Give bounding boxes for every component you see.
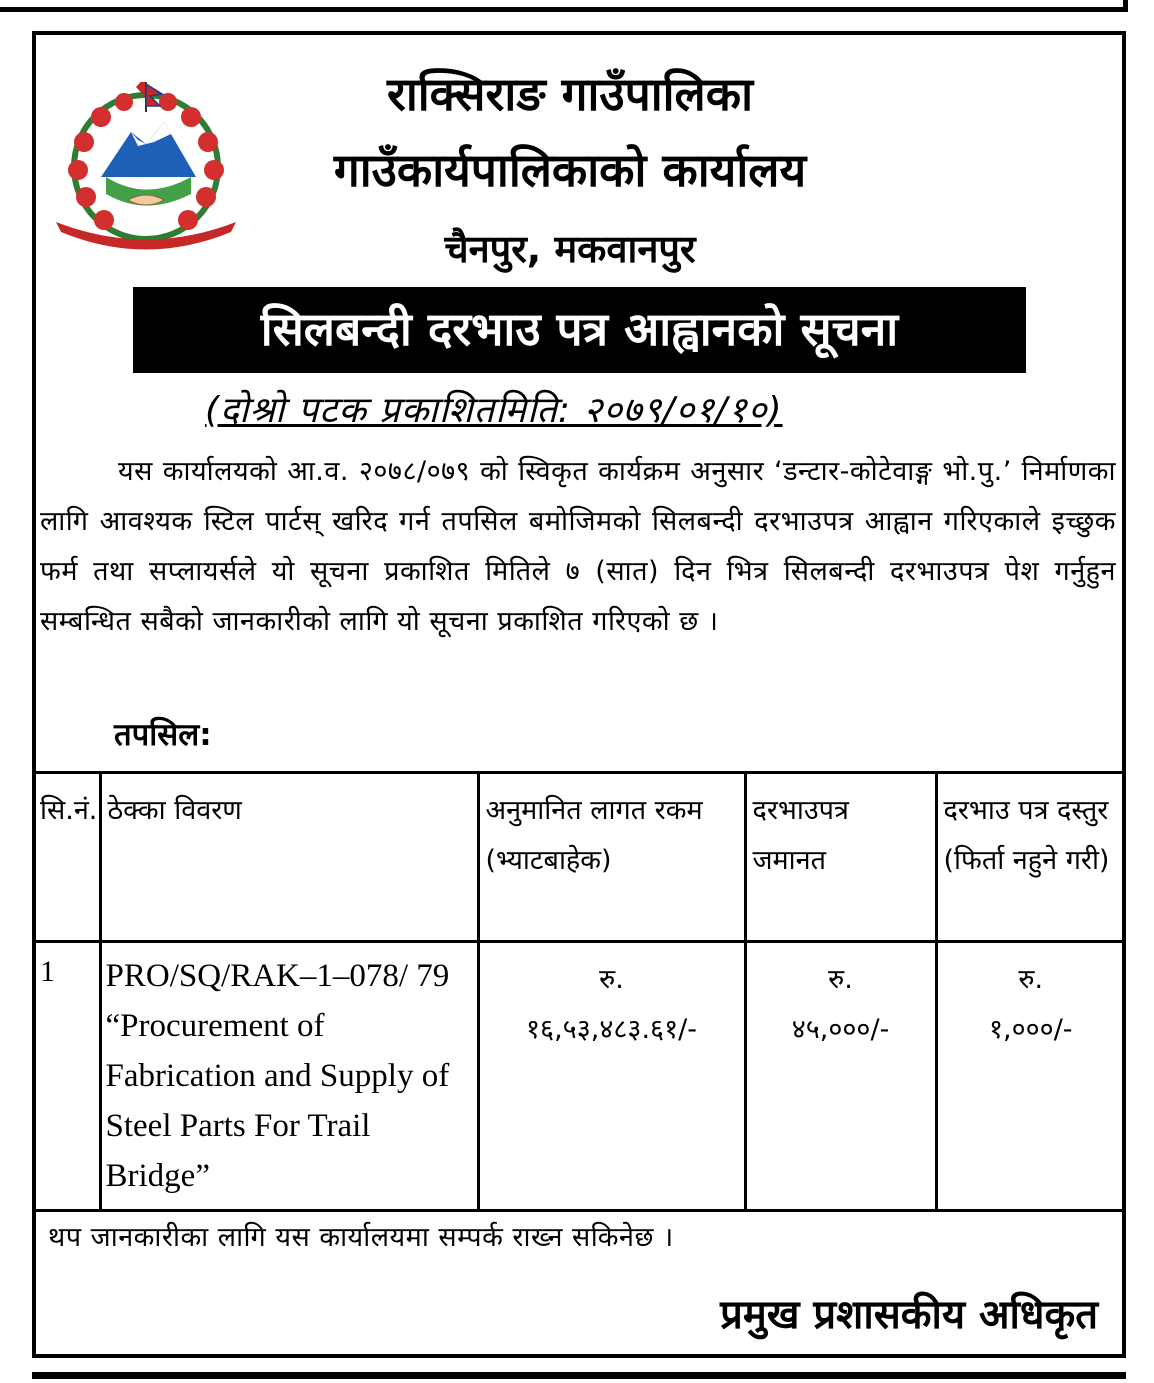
publication-date: (दोश्रो पटक प्रकाशितमिति: २०७९/०१/१०) xyxy=(205,390,783,431)
col-header-fee: दरभाउ पत्र दस्तुर (फिर्ता नहुने गरी) xyxy=(936,773,1124,942)
notice-body: यस कार्यालयको आ.व. २०७८/०७९ को स्विकृत कार्यक्रम अनुसार ‘डन्टार-कोटेवाङ्ग भो.पु.’ निर्माणका लागि आवश्यक स्टिल पार्टस् खरिद गर्न तपसिल बमोजिमको सिलबन्दी दरभाउपत्र आह्वान गरिएकाले इच्छुक फर्म तथा सप्लायर्सले यो सूचना प्रकाशित मितिले ७ (सात) दिन भित्र सिलबन्दी दरभाउपत्र पेश गर्नुहुन सम्बन्धित सबैको जानकारीको लागि यो सूचना प्रकाशित गरिएको छ । xyxy=(40,456,1116,637)
contact-note: थप जानकारीका लागि यस कार्यालयमा सम्पर्क राख्न सकिनेछ । xyxy=(48,1222,674,1253)
currency-label: रु. xyxy=(1018,964,1044,995)
table-row xyxy=(34,942,1124,1211)
org-name: राक्सिराङ गाउँपालिका xyxy=(387,67,753,121)
row-description: PRO/SQ/RAK–1–078/ 79 “Procurement of Fabrication and Supply of Steel Parts For Trail Bridge” xyxy=(100,942,478,1211)
table-header-row xyxy=(34,773,1124,942)
details-heading: तपसिल: xyxy=(114,717,212,753)
row-fee-cell xyxy=(936,942,1124,1211)
currency-label: रु. xyxy=(828,964,853,995)
notice-title-banner: सिलबन्दी दरभाउ पत्र आह्वानको सूचना xyxy=(133,287,1026,373)
bottom-rule xyxy=(32,1372,1126,1379)
tender-table xyxy=(34,771,1124,1212)
signatory: प्रमुख प्रशासकीय अधिकृत xyxy=(720,1292,1098,1338)
row-security-cell xyxy=(745,942,936,1211)
row-estimate: १६,५३,४८३.६१/- xyxy=(526,1014,697,1045)
row-sn: 1 xyxy=(34,942,100,1211)
currency-label: रु. xyxy=(599,964,624,995)
row-fee: १,०००/- xyxy=(988,1014,1073,1045)
top-rule xyxy=(0,0,1128,12)
col-header-security: दरभाउपत्र जमानत xyxy=(745,773,936,942)
col-header-sn: सि.नं. xyxy=(34,773,100,942)
row-security: ४५,०००/- xyxy=(791,1014,890,1045)
col-header-estimate: अनुमानित लागत रकम (भ्याटबाहेक) xyxy=(478,773,745,942)
row-estimate-cell xyxy=(478,942,745,1211)
office-name: गाउँकार्यपालिकाको कार्यालय xyxy=(333,143,807,197)
nepal-emblem-icon xyxy=(46,82,246,262)
office-location: चैनपुर, मकवानपुर xyxy=(444,227,696,271)
col-header-description: ठेक्का विवरण xyxy=(100,773,478,942)
